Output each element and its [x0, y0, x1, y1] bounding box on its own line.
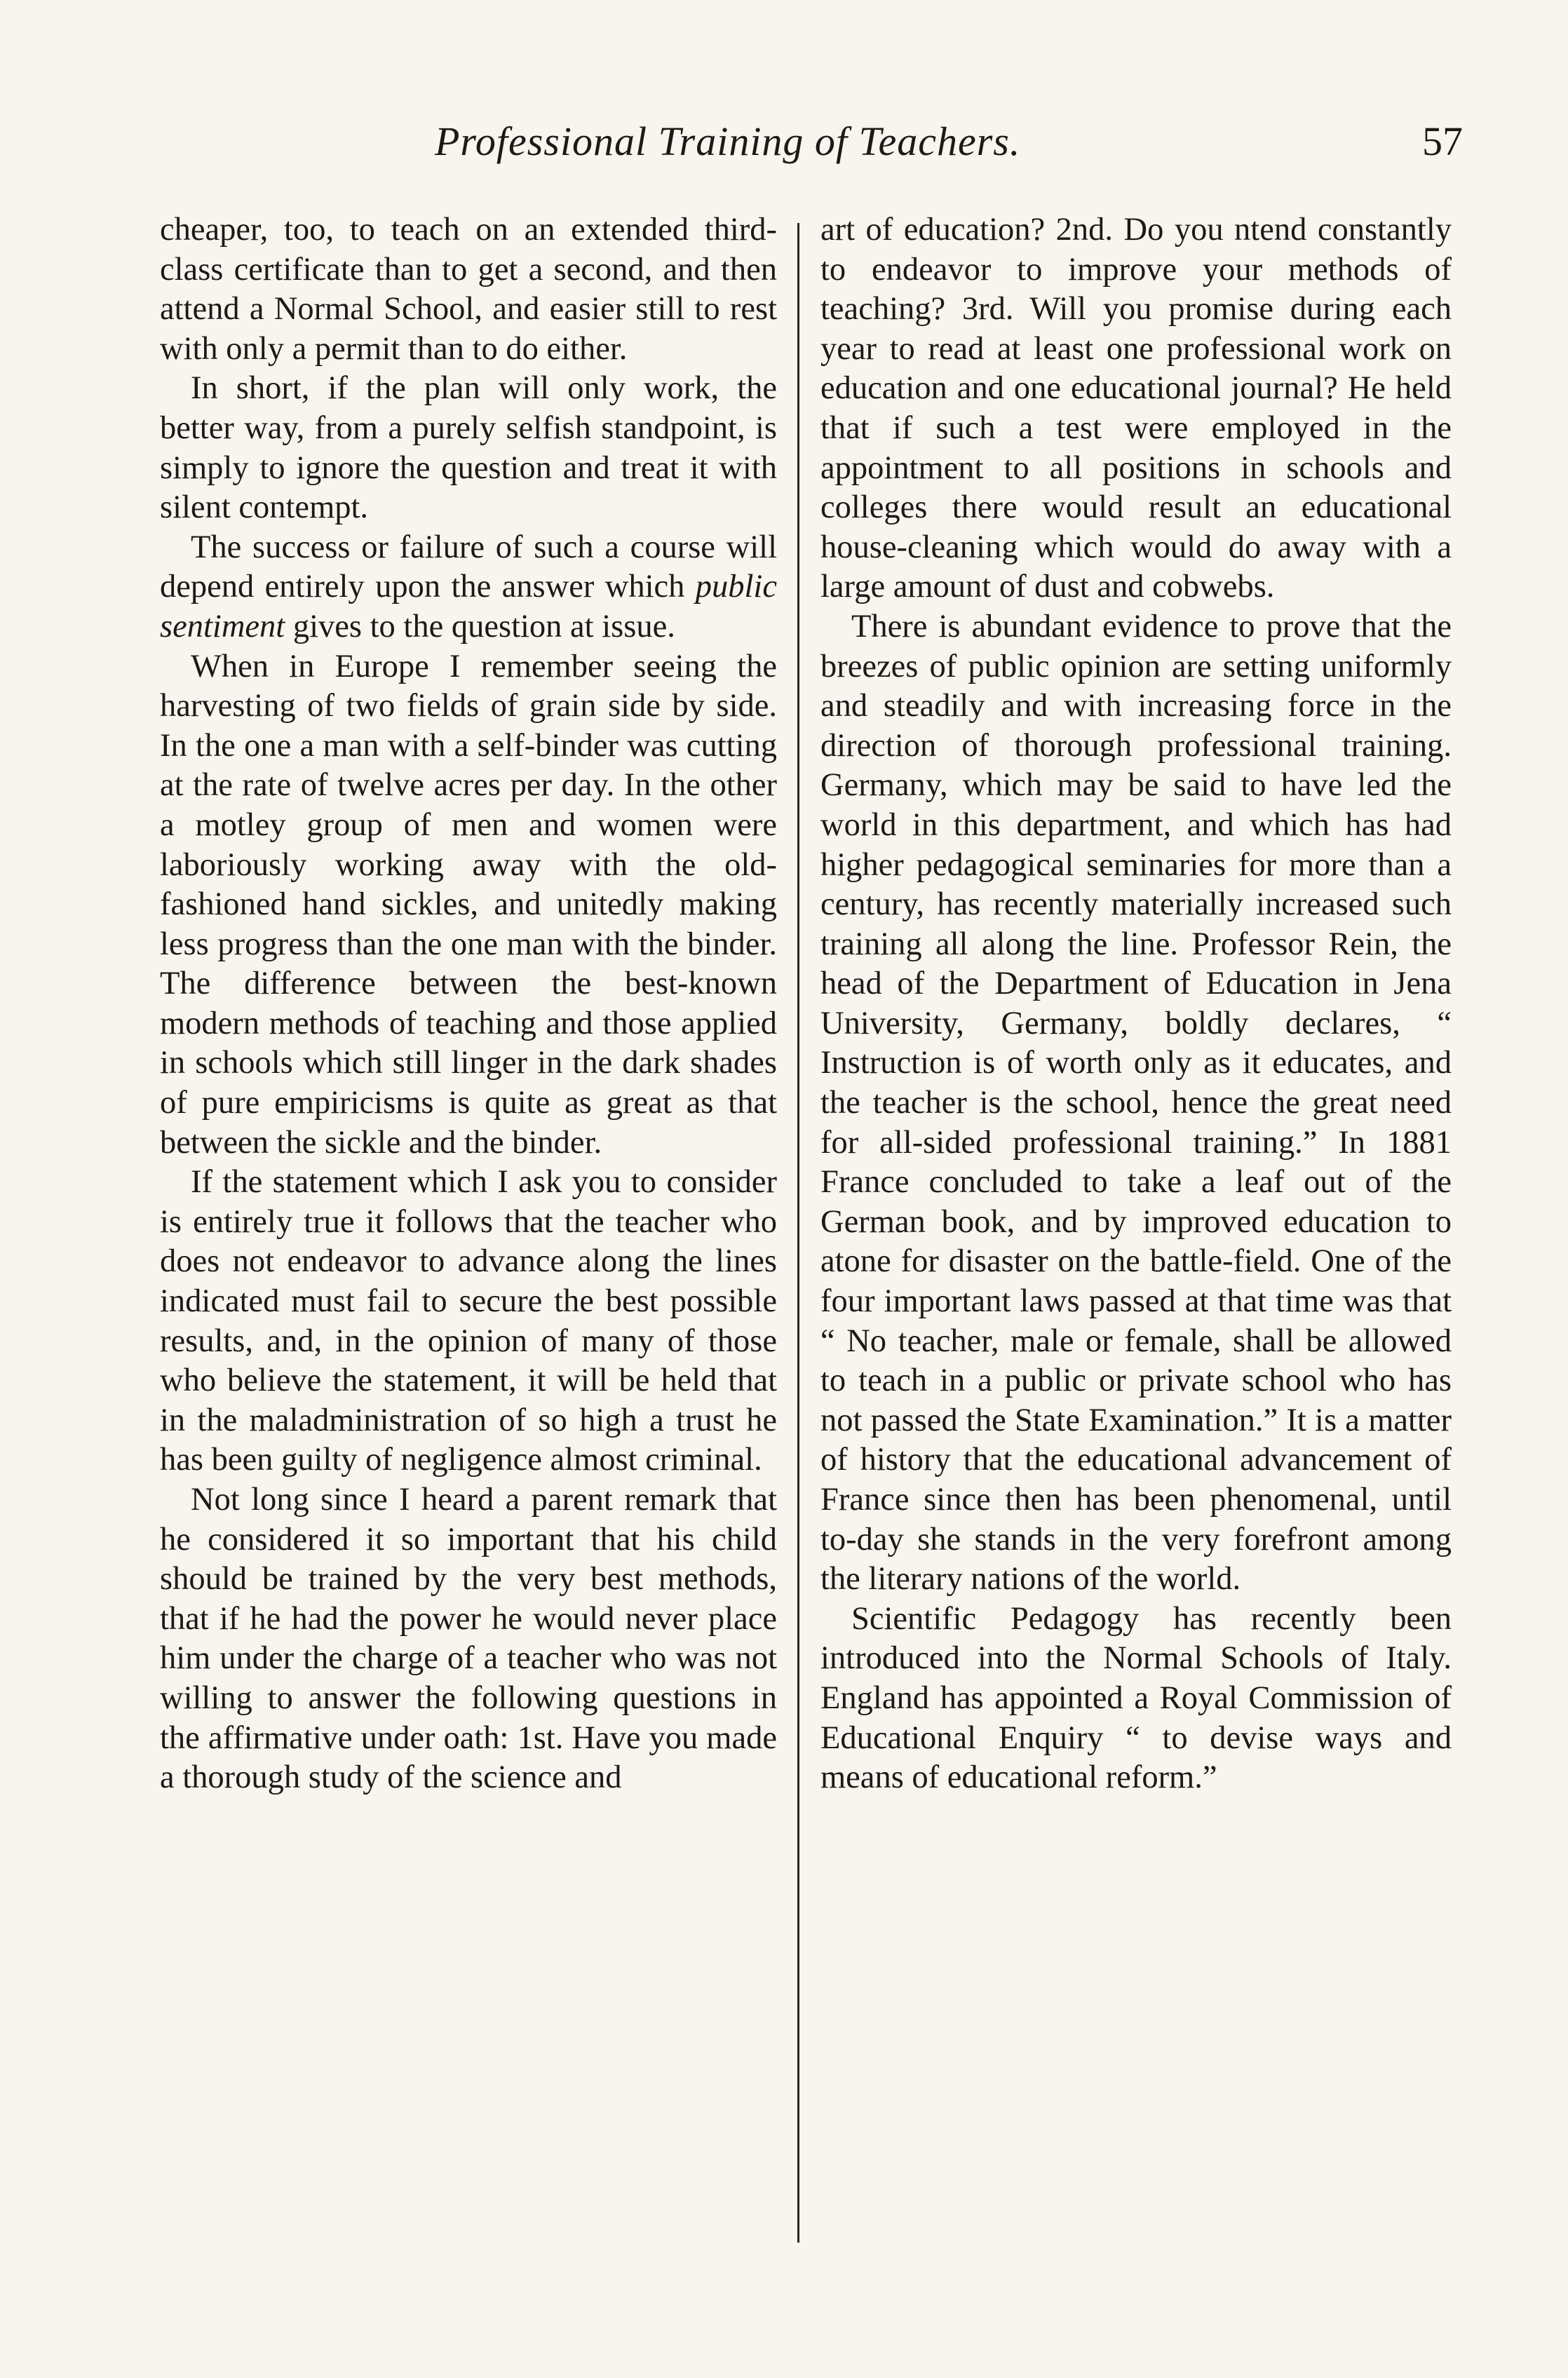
emphasis-text: public sentiment [160, 569, 777, 644]
paragraph: When in Europe I remember seeing the harvesting of two fields of grain side by side. In the one a man with a self-binder was cutting at the rate of twelve acres per day. In the other a motley group of men and women were laboriously working away with the old-fashioned hand sickles, and unitedly making less progress than the one man with the binder. The difference between the best-known modern methods of teaching and those applied in schools which still linger in the dark shades of pure empiricisms is quite as great as that between the sickle and the binder. [160, 648, 777, 1161]
paragraph: art of education? 2nd. Do you ntend constantly to endeavor to improve your methods of teaching? 3rd. Will you promise during each year to read at least one professional work on education and one educational journal? He held that if such a test were employed in the appointment to all positions in schools and colleges there would result an educational house-cleaning which would do away with a large amount of dust and cobwebs. [820, 212, 1452, 605]
left-column [160, 210, 777, 1798]
column-divider [797, 223, 799, 2243]
running-title: Professional Training of Teachers. [435, 119, 1021, 164]
right-column [820, 210, 1452, 1798]
paragraph: cheaper, too, to teach on an extended third-class certificate than to get a second, and then attend a Normal School, and easier still to rest with only a permit than to do either. [160, 212, 777, 367]
paragraph-text: gives to the question at issue. [285, 608, 675, 644]
paragraph: Not long since I heard a parent remark that he considered it so important that his child should be trained by the very best methods, that if he had the power he would never place him under the charge of a teacher who was not willing to answer the following questions in the affirmative under oath: 1st. Have you made a thorough study of the science and [160, 1482, 777, 1796]
paragraph: There is abundant evidence to prove that the breezes of public opinion are setting uniformly and steadily and with increasing force in the direction of thorough professional training. Germany, which may be said to have led the world in this department, and which has had higher pedagogical seminaries for more than a century, has recently materially increased such training all along the line. Professor Rein, the head of the Department of Education in Jena University, Germany, boldly declares, “ Instruction is of worth only as it educates, and the teacher is the school, hence the great need for all-sided professional training.” In 1881 France concluded to take a leaf out of the German book, and by improved education to atone for disaster on the battle-field. One of the four important laws passed at that time was that “ No teacher, male or female, shall be allowed to teach in a public or private school who has not passed the State Examination.” It is a matter of history that the educational advancement of France since then has been phenomenal, until to-day she stands in the very forefront among the literary nations of the world. [820, 608, 1452, 1597]
paragraph: Scientific Pedagogy has recently been introduced into the Normal Schools of Italy. England has appointed a Royal Commission of Educational Enquiry “ to devise ways and means of educational reform.” [820, 1600, 1452, 1796]
paragraph: If the statement which I ask you to consider is entirely true it follows that the teacher who does not endeavor to advance along the lines indicated must fail to secure the best possible results, and, in the opinion of many of those who believe the statement, it will be held that in the maladministration of so high a trust he has been guilty of negligence almost criminal. [160, 1164, 777, 1478]
paragraph-text: The success or failure of such a course will depend entirely upon the answer which [160, 529, 777, 605]
paragraph: In short, if the plan will only work, the better way, from a purely selfish standpoint, is simply to ignore the question and treat it with silent contempt. [160, 370, 777, 526]
running-head [0, 118, 1568, 174]
paragraph [160, 528, 777, 647]
page-number: 57 [1422, 119, 1463, 164]
